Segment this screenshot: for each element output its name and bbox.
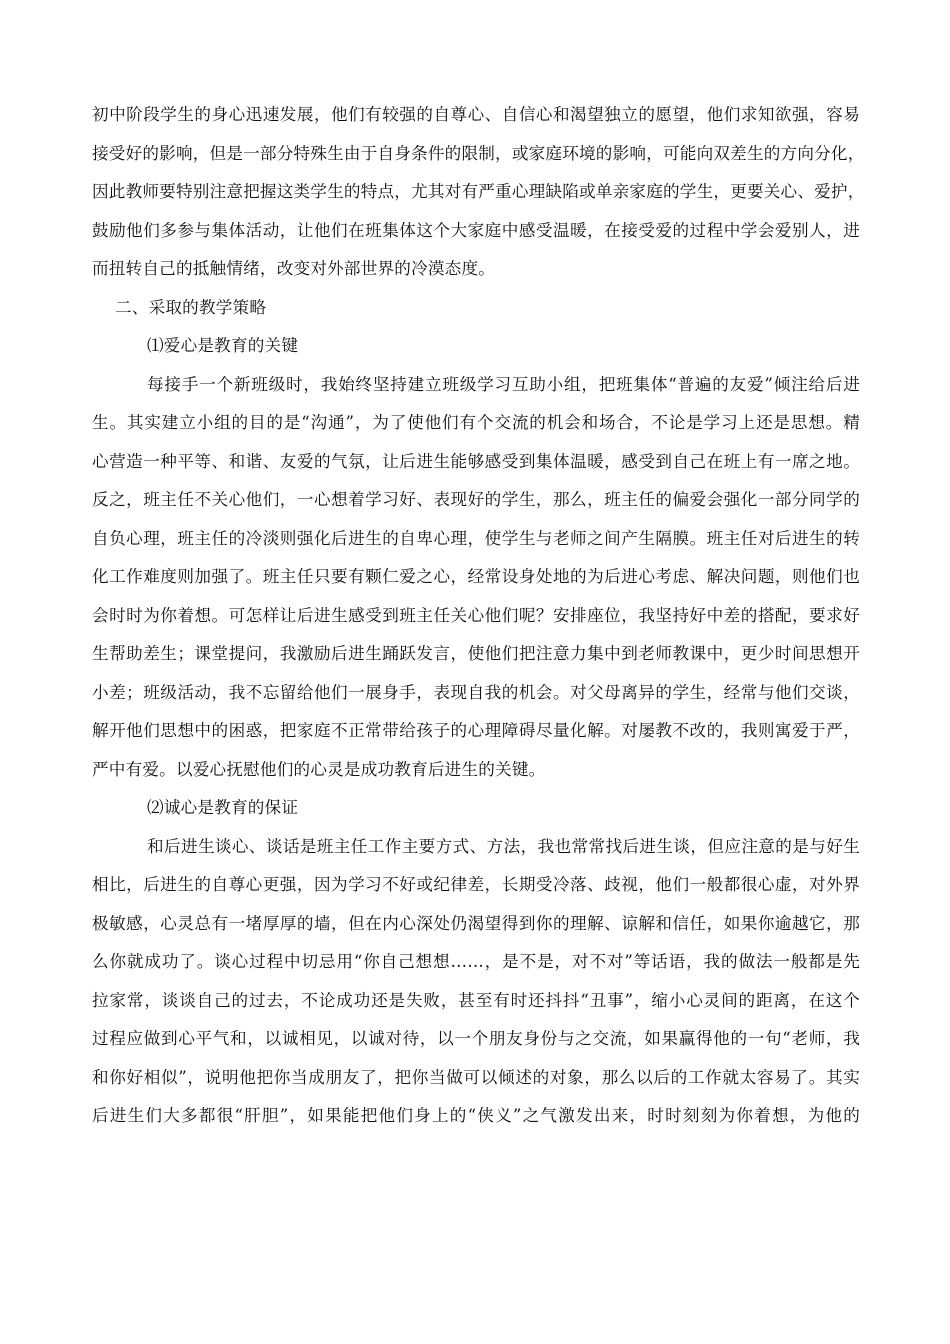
text-line: 和你好相似”，说明他把你当成朋友了，把你当做可以倾述的对象，那么以后的工作就太容易了。其实: [92, 1067, 860, 1087]
text-line: 会时时为你着想。可怎样让后进生感受到班主任关心他们呢？安排座位，我坚持好中差的搭配，要求好: [92, 605, 860, 625]
text-line: 自负心理，班主任的冷淡则强化后进生的自卑心理，使学生与老师之间产生隔膜。班主任对后进生的转: [92, 528, 860, 548]
text-line: 化工作难度则加强了。班主任只要有颗仁爱之心，经常设身处地的为后进心考虑、解决问题，则他们也: [92, 567, 860, 586]
document-body: [92, 96, 865, 1136]
text-line: 生帮助差生；课堂提问，我激励后进生踊跃发言，使他们把注意力集中到老师教课中，更少时间思想开: [92, 644, 860, 663]
subsection-heading-sincerity: ⑵诚心是教育的保证: [147, 798, 299, 817]
text-line: 接受好的影响，但是一部分特殊生由于自身条件的限制，或家庭环境的影响，可能向双差生的方向分化，: [92, 143, 865, 163]
text-line: 解开他们思想中的困惑，把家庭不正常带给孩子的心理障碍尽量化解。对屡教不改的，我则寓爱于严，: [92, 721, 860, 740]
text-line: 小差；班级活动，我不忘留给他们一展身手，表现自我的机会。对父母离异的学生，经常与他们交谈，: [92, 682, 860, 702]
text-line: 和后进生谈心、谈话是班主任工作主要方式、方法，我也常常找后进生谈，但应注意的是与好生: [147, 836, 860, 856]
text-line: 么你就成功了。谈心过程中切忌用“你自己想想……，是不是，对不对”等话语，我的做法一般都是先: [92, 952, 860, 971]
text-line: 而扭转自己的抵触情绪，改变对外部世界的冷漠态度。: [92, 259, 496, 278]
text-line: 相比，后进生的自尊心更强，因为学习不好或纪律差，长期受冷落、歧视，他们一般都很心虚，对外界: [92, 875, 860, 894]
paragraph-love-strategy: [92, 366, 860, 790]
text-line: 因此教师要特别注意把握这类学生的特点，尤其对有严重心理缺陷或单亲家庭的学生，更要关心、爱护，: [92, 182, 865, 201]
text-line: 每接手一个新班级时，我始终坚持建立班级学习互助小组，把班集体“普遍的友爱”倾注给后进: [147, 374, 860, 394]
text-line: 过程应做到心平气和，以诚相见，以诚对待，以一个朋友身份与之交流，如果赢得他的一句“老师，我: [92, 1029, 860, 1048]
text-line: 反之，班主任不关心他们，一心想着学习好、表现好的学生，那么，班主任的偏爱会强化一部分同学的: [92, 490, 860, 509]
text-line: 鼓励他们多参与集体活动，让他们在班集体这个大家庭中感受温暖，在接受爱的过程中学会爱别人，进: [92, 220, 860, 240]
section-heading: 二、采取的教学策略: [115, 297, 267, 317]
subsection-heading-love: ⑴爱心是教育的关键: [147, 336, 299, 355]
text-line: 初中阶段学生的身心迅速发展，他们有较强的自尊心、自信心和渴望独立的愿望，他们求知欲强，容易: [92, 105, 860, 124]
text-line: 极敏感，心灵总有一堵厚厚的墙，但在内心深处仍渴望得到你的理解、谅解和信任，如果你逾越它，那: [92, 913, 860, 933]
paragraph-student-development: [92, 96, 865, 289]
paragraph-sincerity-strategy: [92, 828, 860, 1136]
text-line: 拉家常，谈谈自己的过去，不论成功还是失败，甚至有时还抖抖“丑事”，缩小心灵间的距离，在这个: [92, 990, 860, 1010]
text-line: 严中有爱。以爱心抚慰他们的心灵是成功教育后进生的关键。: [92, 759, 546, 779]
text-line: 心营造一种平等、和谐、友爱的气氛，让后进生能够感受到集体温暖，感受到自己在班上有一席之地。: [92, 451, 860, 471]
text-line: 后进生们大多都很“肝胆”，如果能把他们身上的“侠义”之气激发出来，时时刻刻为你着想，为他的: [92, 1106, 860, 1125]
text-line: 生。其实建立小组的目的是“沟通”，为了使他们有个交流的机会和场合，不论是学习上还是思想。精: [92, 413, 860, 432]
